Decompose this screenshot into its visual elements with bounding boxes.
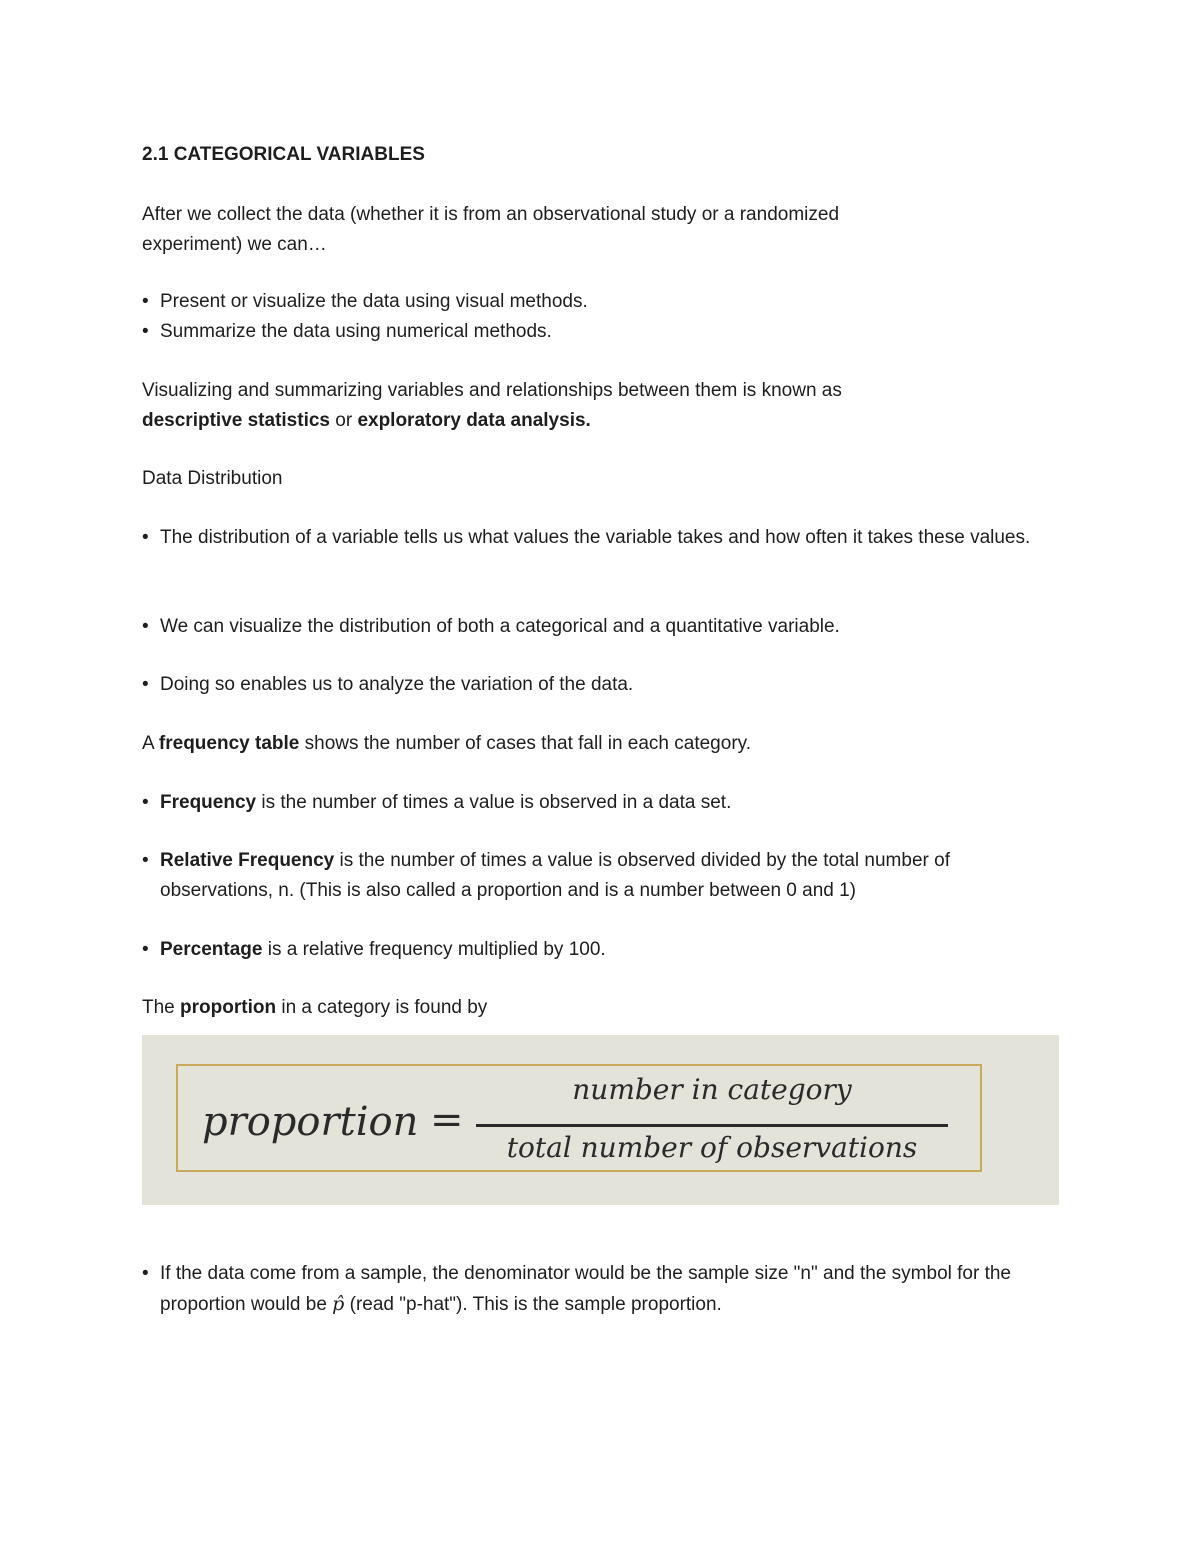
descriptive-line-2: descriptive statistics or exploratory data analysis. — [142, 410, 591, 431]
bullet-icon: • — [142, 321, 149, 342]
distribution-title: Data Distribution — [142, 468, 283, 489]
bullet-icon: • — [142, 527, 149, 548]
formula-denominator: total number of observations — [506, 1131, 918, 1164]
sample-note: • If the data come from a sample, the denominator would be the sample size "n" and the symbol for the proportion would be p̂ (read "p-hat"). This is the sample proportion. — [142, 1259, 1062, 1320]
intro-bullet: • Present or visualize the data using visual methods. — [142, 287, 1062, 317]
fraction-bar — [476, 1124, 948, 1127]
frequency-table-sentence: A frequency table shows the number of cases that fall in each category. — [142, 733, 752, 754]
distribution-bullet: • The distribution of a variable tells us what values the variable takes and how often it takes these values. — [142, 523, 1062, 553]
term-proportion: proportion — [180, 997, 277, 1018]
formula-numerator: number in category — [572, 1073, 852, 1106]
bullet-icon: • — [142, 674, 149, 695]
term-frequency-table: frequency table — [158, 733, 300, 754]
p-hat-symbol: p̂ — [332, 1293, 345, 1315]
descriptive-line-1: Visualizing and summarizing variables and relationships between them is known as — [142, 380, 842, 401]
bullet-icon: • — [142, 1263, 149, 1284]
formula-frame — [176, 1064, 982, 1172]
definition-frequency: • Frequency is the number of times a value is observed in a data set. — [142, 788, 1062, 818]
proportion-intro: The proportion in a category is found by — [142, 997, 488, 1018]
bullet-icon: • — [142, 792, 149, 813]
bullet-icon: • — [142, 939, 149, 960]
section-heading: 2.1 CATEGORICAL VARIABLES — [142, 144, 425, 165]
intro-bullet: • Summarize the data using numerical methods. — [142, 317, 1062, 347]
formula-equals: = — [430, 1097, 464, 1143]
distribution-bullet: • We can visualize the distribution of both a categorical and a quantitative variable. — [142, 612, 1062, 642]
intro-line-2: experiment) we can… — [142, 234, 327, 255]
bullet-icon: • — [142, 616, 149, 637]
term-descriptive-statistics: descriptive statistics — [142, 410, 330, 431]
intro-line-1: After we collect the data (whether it is from an observational study or a randomized — [142, 204, 840, 225]
formula-lhs: proportion — [202, 1099, 419, 1145]
formula-box — [142, 1035, 1059, 1205]
definition-percentage: • Percentage is a relative frequency multiplied by 100. — [142, 935, 1062, 965]
distribution-bullet: • Doing so enables us to analyze the variation of the data. — [142, 670, 1062, 700]
bullet-icon: • — [142, 850, 149, 871]
definition-relative-frequency: • Relative Frequency is the number of times a value is observed divided by the total number of observations, n. (This is also called a proportion and is a number between 0 and 1) — [142, 846, 1062, 906]
term-exploratory-data-analysis: exploratory data analysis — [357, 410, 586, 431]
bullet-icon: • — [142, 291, 149, 312]
